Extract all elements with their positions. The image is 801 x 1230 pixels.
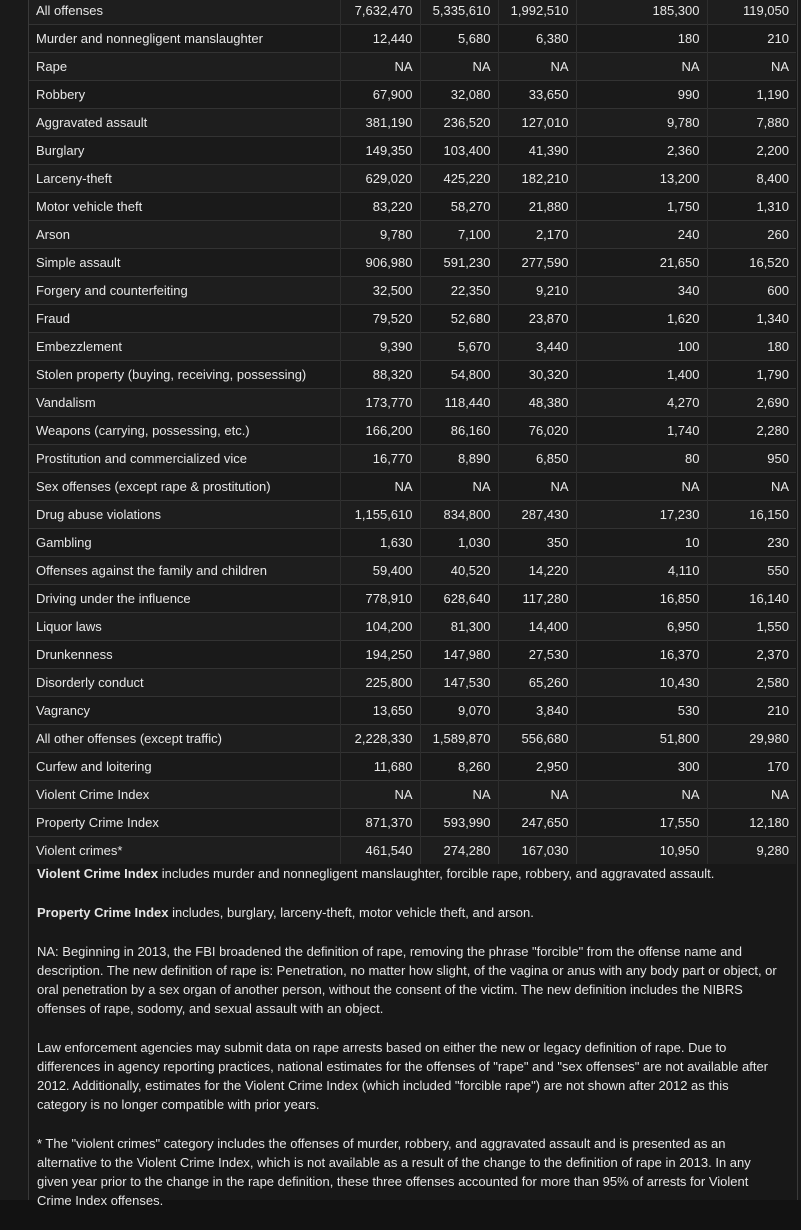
value-cell: 9,780 <box>576 109 707 137</box>
value-cell: 9,210 <box>498 277 576 305</box>
table-row <box>29 0 796 25</box>
offense-label: Violent Crime Index <box>29 781 340 809</box>
value-cell: 21,650 <box>576 249 707 277</box>
table-row <box>29 389 796 417</box>
value-cell: 300 <box>576 753 707 781</box>
value-cell: 225,800 <box>340 669 420 697</box>
value-cell: 22,350 <box>420 277 498 305</box>
table-row <box>29 473 796 501</box>
offense-label: Vandalism <box>29 389 340 417</box>
offense-label: Larceny-theft <box>29 165 340 193</box>
value-cell: 13,200 <box>576 165 707 193</box>
value-cell: NA <box>576 53 707 81</box>
note-na-definition: NA: Beginning in 2013, the FBI broadened the definition of rape, removing the phrase "forcible" from the offense name and description. The new definition of rape is: Penetration, no matter how slight, of the vagina or anus with any body part or object, or oral penetration by a sex organ of another person, without the consent of the victim. The new definition includes the NIBRS offenses of rape, sodomy, and sexual assault with an object. <box>37 944 777 1016</box>
value-cell: 16,770 <box>340 445 420 473</box>
value-cell: 16,520 <box>707 249 796 277</box>
value-cell: 240 <box>576 221 707 249</box>
value-cell: 33,650 <box>498 81 576 109</box>
offense-label: Motor vehicle theft <box>29 193 340 221</box>
value-cell: 5,335,610 <box>420 0 498 25</box>
value-cell: 600 <box>707 277 796 305</box>
table-row <box>29 501 796 529</box>
value-cell: 236,520 <box>420 109 498 137</box>
arrests-table-body <box>29 0 796 864</box>
value-cell: NA <box>707 473 796 501</box>
offense-label: Property Crime Index <box>29 809 340 837</box>
note-property-crime-index <box>37 903 777 922</box>
value-cell: 13,650 <box>340 697 420 725</box>
value-cell: NA <box>340 781 420 809</box>
table-row <box>29 277 796 305</box>
value-cell: 9,070 <box>420 697 498 725</box>
offense-label: Violent crimes* <box>29 837 340 865</box>
value-cell: 1,630 <box>340 529 420 557</box>
value-cell: 2,280 <box>707 417 796 445</box>
value-cell: 173,770 <box>340 389 420 417</box>
value-cell: 1,190 <box>707 81 796 109</box>
value-cell: 17,550 <box>576 809 707 837</box>
value-cell: 12,440 <box>340 25 420 53</box>
value-cell: 628,640 <box>420 585 498 613</box>
value-cell: 41,390 <box>498 137 576 165</box>
table-row <box>29 165 796 193</box>
value-cell: 147,980 <box>420 641 498 669</box>
value-cell: 76,020 <box>498 417 576 445</box>
value-cell: NA <box>707 53 796 81</box>
value-cell: 32,500 <box>340 277 420 305</box>
offense-label: All other offenses (except traffic) <box>29 725 340 753</box>
value-cell: NA <box>340 53 420 81</box>
value-cell: 170 <box>707 753 796 781</box>
table-row <box>29 809 796 837</box>
value-cell: 1,790 <box>707 361 796 389</box>
table-row <box>29 417 796 445</box>
value-cell: 210 <box>707 697 796 725</box>
value-cell: 29,980 <box>707 725 796 753</box>
value-cell: 65,260 <box>498 669 576 697</box>
value-cell: 7,880 <box>707 109 796 137</box>
value-cell: 182,210 <box>498 165 576 193</box>
value-cell: 1,992,510 <box>498 0 576 25</box>
value-cell: 10 <box>576 529 707 557</box>
offense-label: Fraud <box>29 305 340 333</box>
offense-label: Forgery and counterfeiting <box>29 277 340 305</box>
value-cell: 6,950 <box>576 613 707 641</box>
value-cell: 52,680 <box>420 305 498 333</box>
value-cell: 2,200 <box>707 137 796 165</box>
value-cell: 2,370 <box>707 641 796 669</box>
offense-label: Simple assault <box>29 249 340 277</box>
value-cell: 10,430 <box>576 669 707 697</box>
value-cell: NA <box>420 473 498 501</box>
offense-label: Driving under the influence <box>29 585 340 613</box>
value-cell: 8,260 <box>420 753 498 781</box>
offense-label: Stolen property (buying, receiving, possessing) <box>29 361 340 389</box>
value-cell: 1,030 <box>420 529 498 557</box>
value-cell: 2,228,330 <box>340 725 420 753</box>
value-cell: 2,360 <box>576 137 707 165</box>
value-cell: 260 <box>707 221 796 249</box>
value-cell: 6,850 <box>498 445 576 473</box>
value-cell: 194,250 <box>340 641 420 669</box>
value-cell: NA <box>576 781 707 809</box>
value-cell: 17,230 <box>576 501 707 529</box>
value-cell: NA <box>576 473 707 501</box>
value-cell: 119,050 <box>707 0 796 25</box>
value-cell: 88,320 <box>340 361 420 389</box>
table-row <box>29 193 796 221</box>
value-cell: NA <box>340 473 420 501</box>
table-row <box>29 249 796 277</box>
value-cell: 5,680 <box>420 25 498 53</box>
value-cell: 83,220 <box>340 193 420 221</box>
value-cell: 277,590 <box>498 249 576 277</box>
table-row <box>29 25 796 53</box>
table-row <box>29 781 796 809</box>
note-violent-crime-index <box>37 864 777 883</box>
note-term: Property Crime Index <box>37 905 169 920</box>
note-violent-crimes: * The "violent crimes" category includes the offenses of murder, robbery, and aggravated assault and is presented as an alternative to the Violent Crime Index, which is not available as a result of the change to the definition of rape in 2013. In any given year prior to the change in the rape definition, these three offenses accounted for more than 95% of arrests for Violent Crime Index offenses. <box>37 1136 751 1208</box>
value-cell: 103,400 <box>420 137 498 165</box>
value-cell: 185,300 <box>576 0 707 25</box>
offense-label: Murder and nonnegligent manslaughter <box>29 25 340 53</box>
value-cell: 871,370 <box>340 809 420 837</box>
offense-label: Liquor laws <box>29 613 340 641</box>
value-cell: 180 <box>707 333 796 361</box>
value-cell: 166,200 <box>340 417 420 445</box>
offense-label: Burglary <box>29 137 340 165</box>
value-cell: NA <box>498 781 576 809</box>
offense-label: Weapons (carrying, possessing, etc.) <box>29 417 340 445</box>
table-row <box>29 613 796 641</box>
value-cell: 778,910 <box>340 585 420 613</box>
table-row <box>29 333 796 361</box>
value-cell: 118,440 <box>420 389 498 417</box>
table-row <box>29 641 796 669</box>
table-row <box>29 753 796 781</box>
value-cell: 230 <box>707 529 796 557</box>
offense-label: Arson <box>29 221 340 249</box>
table-row <box>29 669 796 697</box>
value-cell: NA <box>498 53 576 81</box>
value-cell: 7,100 <box>420 221 498 249</box>
value-cell: 167,030 <box>498 837 576 865</box>
offense-label: Prostitution and commercialized vice <box>29 445 340 473</box>
value-cell: 1,400 <box>576 361 707 389</box>
note-text: includes, burglary, larceny-theft, motor vehicle theft, and arson. <box>168 905 534 920</box>
value-cell: 9,280 <box>707 837 796 865</box>
table-row <box>29 81 796 109</box>
value-cell: 86,160 <box>420 417 498 445</box>
value-cell: 59,400 <box>340 557 420 585</box>
offense-label: Embezzlement <box>29 333 340 361</box>
value-cell: 461,540 <box>340 837 420 865</box>
value-cell: 14,400 <box>498 613 576 641</box>
value-cell: 2,580 <box>707 669 796 697</box>
value-cell: 10,950 <box>576 837 707 865</box>
value-cell: 27,530 <box>498 641 576 669</box>
value-cell: 990 <box>576 81 707 109</box>
value-cell: 381,190 <box>340 109 420 137</box>
offense-label: Rape <box>29 53 340 81</box>
value-cell: 2,690 <box>707 389 796 417</box>
value-cell: 14,220 <box>498 557 576 585</box>
arrests-table <box>29 0 796 864</box>
value-cell: 32,080 <box>420 81 498 109</box>
value-cell: 54,800 <box>420 361 498 389</box>
footnotes <box>37 864 777 1230</box>
table-row <box>29 221 796 249</box>
value-cell: 6,380 <box>498 25 576 53</box>
offense-label: Disorderly conduct <box>29 669 340 697</box>
offense-label: Robbery <box>29 81 340 109</box>
value-cell: 287,430 <box>498 501 576 529</box>
value-cell: 48,380 <box>498 389 576 417</box>
table-row <box>29 361 796 389</box>
value-cell: 1,155,610 <box>340 501 420 529</box>
value-cell: 210 <box>707 25 796 53</box>
value-cell: 2,170 <box>498 221 576 249</box>
value-cell: 5,670 <box>420 333 498 361</box>
value-cell: 274,280 <box>420 837 498 865</box>
table-row <box>29 697 796 725</box>
value-cell: 1,740 <box>576 417 707 445</box>
value-cell: 1,620 <box>576 305 707 333</box>
table-row <box>29 725 796 753</box>
value-cell: 180 <box>576 25 707 53</box>
value-cell: 100 <box>576 333 707 361</box>
value-cell: 16,370 <box>576 641 707 669</box>
value-cell: 4,270 <box>576 389 707 417</box>
value-cell: NA <box>707 781 796 809</box>
value-cell: 12,180 <box>707 809 796 837</box>
value-cell: 8,400 <box>707 165 796 193</box>
offense-label: Drunkenness <box>29 641 340 669</box>
table-row <box>29 837 796 865</box>
value-cell: 550 <box>707 557 796 585</box>
table-row <box>29 53 796 81</box>
note-term: Violent Crime Index <box>37 866 159 881</box>
note-text: includes murder and nonnegligent manslaughter, forcible rape, robbery, and aggravated assault. <box>158 866 715 881</box>
value-cell: 425,220 <box>420 165 498 193</box>
value-cell: 247,650 <box>498 809 576 837</box>
value-cell: 1,550 <box>707 613 796 641</box>
value-cell: 16,150 <box>707 501 796 529</box>
offense-label: Sex offenses (except rape & prostitution) <box>29 473 340 501</box>
table-row <box>29 305 796 333</box>
value-cell: NA <box>498 473 576 501</box>
value-cell: 7,632,470 <box>340 0 420 25</box>
value-cell: 530 <box>576 697 707 725</box>
value-cell: 117,280 <box>498 585 576 613</box>
value-cell: 40,520 <box>420 557 498 585</box>
table-row <box>29 109 796 137</box>
offense-label: Vagrancy <box>29 697 340 725</box>
value-cell: 147,530 <box>420 669 498 697</box>
value-cell: 79,520 <box>340 305 420 333</box>
table-row <box>29 529 796 557</box>
table-row <box>29 445 796 473</box>
table-row <box>29 585 796 613</box>
note-law-enforcement: Law enforcement agencies may submit data on rape arrests based on either the new or legacy definition of rape. Due to differences in agency reporting practices, national estimates for the offenses of "rape" and "sex offenses" are not available after 2012. Additionally, estimates for the Violent Crime Index (which included "forcible rape") are not shown after 2012 as this category is no longer compatible with prior years. <box>37 1040 769 1112</box>
value-cell: 629,020 <box>340 165 420 193</box>
offense-label: All offenses <box>29 0 340 25</box>
value-cell: 149,350 <box>340 137 420 165</box>
offense-label: Offenses against the family and children <box>29 557 340 585</box>
value-cell: 21,880 <box>498 193 576 221</box>
value-cell: 67,900 <box>340 81 420 109</box>
value-cell: 2,950 <box>498 753 576 781</box>
value-cell: 16,140 <box>707 585 796 613</box>
value-cell: 81,300 <box>420 613 498 641</box>
value-cell: 80 <box>576 445 707 473</box>
value-cell: 950 <box>707 445 796 473</box>
value-cell: 3,440 <box>498 333 576 361</box>
value-cell: 593,990 <box>420 809 498 837</box>
value-cell: NA <box>420 781 498 809</box>
value-cell: 9,390 <box>340 333 420 361</box>
value-cell: 556,680 <box>498 725 576 753</box>
offense-label: Gambling <box>29 529 340 557</box>
value-cell: 58,270 <box>420 193 498 221</box>
value-cell: 1,750 <box>576 193 707 221</box>
table-row <box>29 137 796 165</box>
value-cell: 834,800 <box>420 501 498 529</box>
value-cell: 1,310 <box>707 193 796 221</box>
value-cell: 23,870 <box>498 305 576 333</box>
value-cell: 1,589,870 <box>420 725 498 753</box>
value-cell: 906,980 <box>340 249 420 277</box>
offense-label: Aggravated assault <box>29 109 340 137</box>
offense-label: Drug abuse violations <box>29 501 340 529</box>
value-cell: 3,840 <box>498 697 576 725</box>
value-cell: 8,890 <box>420 445 498 473</box>
value-cell: 51,800 <box>576 725 707 753</box>
value-cell: 350 <box>498 529 576 557</box>
value-cell: 591,230 <box>420 249 498 277</box>
value-cell: 4,110 <box>576 557 707 585</box>
value-cell: 30,320 <box>498 361 576 389</box>
table-row <box>29 557 796 585</box>
value-cell: 127,010 <box>498 109 576 137</box>
value-cell: 104,200 <box>340 613 420 641</box>
value-cell: 16,850 <box>576 585 707 613</box>
offense-label: Curfew and loitering <box>29 753 340 781</box>
value-cell: NA <box>420 53 498 81</box>
value-cell: 11,680 <box>340 753 420 781</box>
value-cell: 9,780 <box>340 221 420 249</box>
value-cell: 340 <box>576 277 707 305</box>
value-cell: 1,340 <box>707 305 796 333</box>
